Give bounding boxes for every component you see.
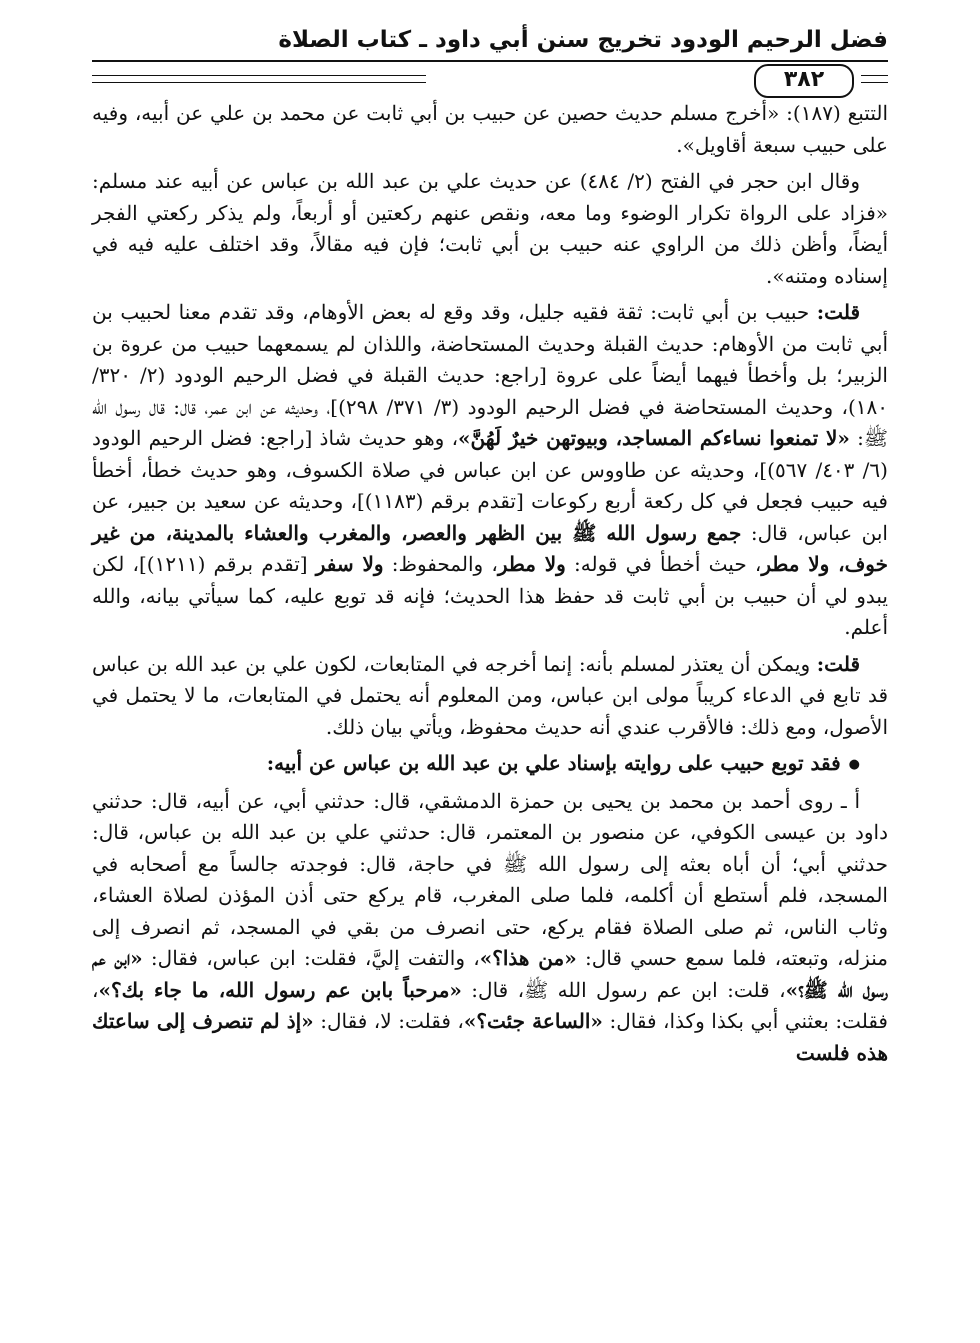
page-number-rule-left [92, 75, 426, 83]
paragraph-5-text-3: ، قلت: ابن عم رسول الله ﷺ، قال: [461, 977, 786, 1002]
paragraph-4 [92, 649, 888, 744]
paragraph-3 [92, 297, 888, 644]
paragraph-3-bold-3: ولا مطر [497, 552, 566, 576]
paragraph-5-bold-2: «ابن عم رسول الله ﷺ؟» [92, 946, 888, 1002]
paragraph-5-text-4: ، فقلت: بعثني أبي بكذا وكذا، فقال: [92, 977, 888, 1033]
page-body [92, 98, 888, 1074]
paragraph-5-bold-5: «إذ لم تنصرف إلى ساعتك هذه فلست [92, 1009, 888, 1065]
paragraph-5-bold-3: «مرحباً بابن عم رسول الله، ما جاء بك؟» [98, 977, 462, 1002]
paragraph-3-text-4: ، والمحفوظ: [383, 552, 498, 576]
paragraph-5-text-2: ، والتفت إليَّ، فقلت: ابن عباس، فقال: [142, 946, 480, 970]
paragraph-5-text-5: ، فقلت: لا، فقال: [313, 1009, 464, 1033]
bullet-heading: ● فقد توبع حبيب على روايته بإسناد علي بن عبد الله بن عباس عن أبيه: [92, 748, 888, 781]
paragraph-5-bold-1: «من هذا؟» [479, 946, 577, 970]
running-title: فضل الرحيم الودود تخريج سنن أبي داود ـ كتاب الصلاة [278, 27, 888, 53]
paragraph-4-text: ويمكن أن يعتذر لمسلم بأنه: إنما أخرجه في المتابعات، لكون علي بن عبد الله بن عباس قد تابع في الدعاء كريباً مولى ابن عباس، ومن المعلوم أنه يحتمل في المتابعات، ما لا يحتمل في الأصول، ومع ذلك: فالأقرب عندي أنه حديث محفوظ، ويأتي بيان ذلك. [92, 651, 889, 739]
paragraph-3-lead: قلت: [816, 300, 860, 324]
paragraph-3-bold-1: «لا تمنعوا نساءكم المساجد، وبيوتهن خيرٌ لَهُنَّ» [458, 426, 850, 450]
paragraph-2: وقال ابن حجر في الفتح (٢/ ٤٨٤) عن حديث علي بن عبد الله بن عباس عن أبيه عند مسلم: «فزاد على الرواة تكرار الوضوء وما معه، ونقص عنهم ركعتين أو أربعاً، ولم يذكر ركعتي الفجر أيضاً، وأظن ذلك من الراوي عنه حبيب بن أبي ثابت؛ فإن فيه مقالاً، وقد اختلف عليه فيه في إسناده ومتنه». [92, 169, 888, 288]
paragraph-5-bold-4: «الساعة جئت؟» [463, 1009, 603, 1033]
page-number-rule-right [861, 75, 888, 83]
paragraph-5 [92, 786, 888, 1070]
page-number-row [92, 64, 888, 96]
paragraph-3-text-5: [تقدم برقم (١٢١١)]، لكن يبدو لي أن حبيب بن أبي ثابت قد حفظ هذا الحديث؛ فإنه قد توبع عليه، كما سيأتي بيانه، والله أعلم. [92, 552, 888, 639]
paragraph-3-text-2: ، وهو حديث شاذ [راجع: فضل الرحيم الودود (٦/ ٤٠٣/ ٥٦٧)]، وحديثه عن طاووس عن ابن عباس في صلاة الكسوف، وهو حديث خطأ، أخطأ فيه حبيب فجعل في كل ركعة أربع ركوعات [تقدم برقم (١١٨٣)]، وحديثه عن سعيد بن جبير، عن ابن عباس، قال: [92, 426, 888, 545]
paragraph-5-text-1: أ ـ روى أحمد بن محمد بن يحيى بن حمزة الدمشقي، قال: حدثني أبي، عن أبيه، قال: حدثني داود بن عيسى الكوفي، عن منصور بن المعتمر، قال: حدثني علي بن عبد الله بن عباس، قال: حدثني أبي؛ أن أباه بعثه إلى رسول الله ﷺ في حاجة، قال: فوجدته جالساً مع أصحابه في المسجد، فلم أستطع أن أكلمه، فلما صلى المغرب، قام يركع حتى أذن المؤذن لصلاة العشاء، وثاب الناس، ثم صلى الصلاة فقام يركع، حتى انصرف من بقي في المسجد، ثم انصرف إلى منزله، وتبعته، فلما سمع حسي قال: [92, 788, 889, 970]
paragraph-3-bold-2: جمع رسول الله ﷺ بين الظهر والعصر، والمغرب والعشاء بالمدينة، من غير خوف، ولا مطر [92, 520, 889, 576]
paragraph-3-bold-4: ولا سفر [315, 552, 384, 576]
header-rule [92, 60, 888, 62]
paragraph-4-lead: قلت: [816, 651, 860, 676]
paragraph-3-text-1: حبيب بن أبي ثابت: ثقة فقيه جليل، وقد وقع له بعض الأوهام، وقد تقدم معنا لحبيب بن أبي ثابت من الأوهام: حديث القبلة وحديث المستحاضة، واللذان لم يسمعهما حبيب من عروة بن الزبير؛ بل وأخطأ فيهما أيضاً على عروة [راجع: حديث القبلة في فضل الرحيم الودود (٢/ ٣٢٠/ ١٨٠)، وحديث المستحاضة في فضل الرحيم الودود (٣/ ٣٧١/ ٢٩٨)]، وحديثه عن ابن عمر، قال: قال رسول الله ﷺ: [92, 300, 888, 450]
page-number: ٣٨٢ [754, 64, 854, 98]
paragraph-1: التتبع (١٨٧): «أخرج مسلم حديث حصين عن حبيب بن أبي ثابت عن محمد بن علي عن أبيه، وفيه على حبيب سبعة أقاويل». [92, 101, 889, 157]
paragraph-3-text-3: ، حيث أخطأ في قوله: [565, 552, 762, 576]
